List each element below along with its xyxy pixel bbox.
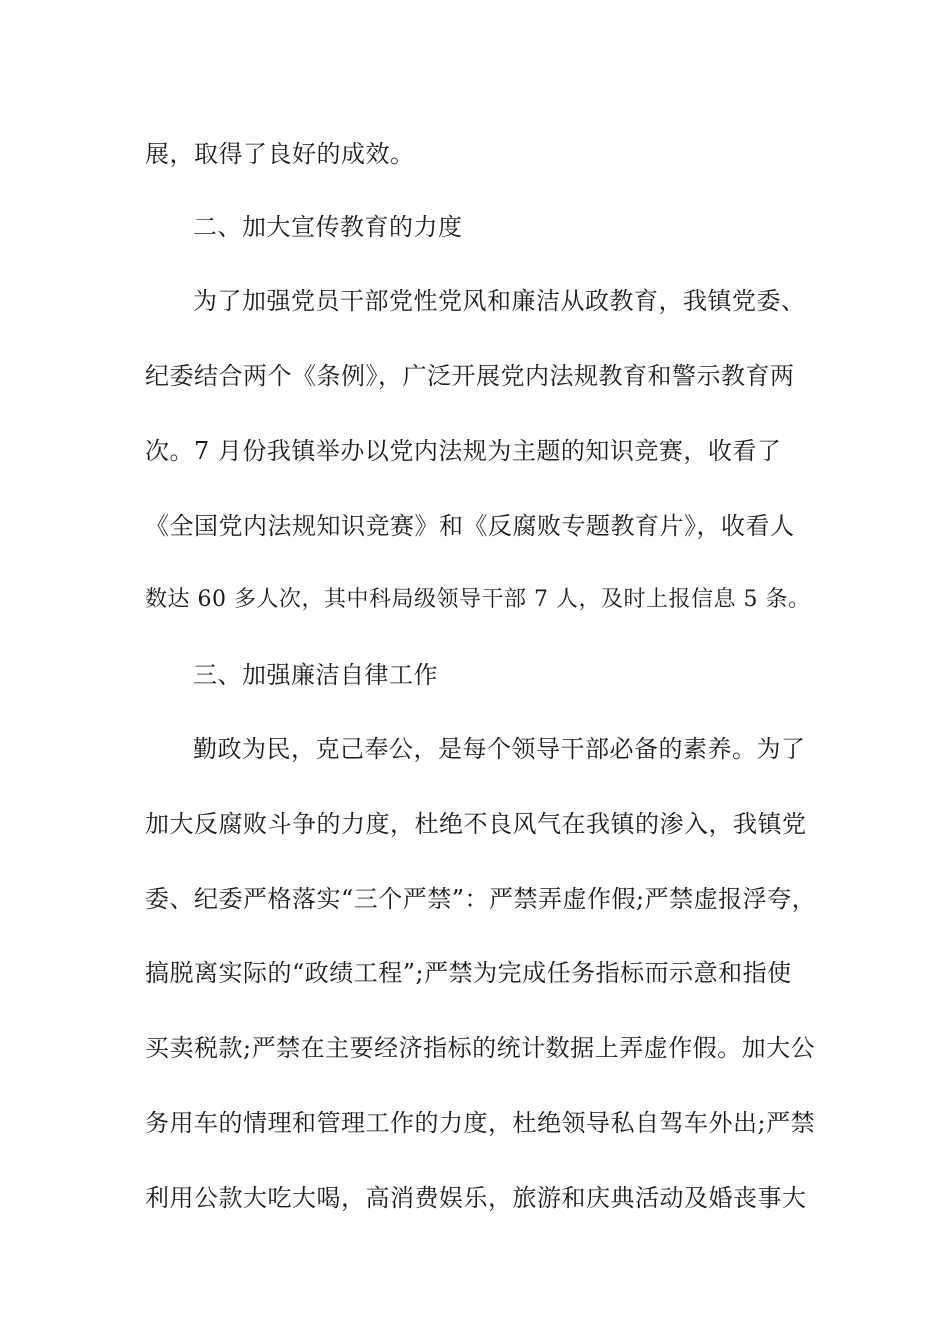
paragraph-line: 加大反腐败斗争的力度，杜绝不良风气在我镇的渗入，我镇党 <box>145 810 807 838</box>
paragraph-line: 纪委结合两个《条例》，广泛开展党内法规教育和警示教育两 <box>145 362 795 390</box>
paragraph-line: 勤政为民，克己奉公，是每个领导干部必备的素养。为了 <box>193 735 806 763</box>
section-heading: 二、加大宣传教育的力度 <box>193 213 463 241</box>
paragraph-line: 利用公款大吃大喝，高消费娱乐，旅游和庆典活动及婚丧事大 <box>145 1184 807 1212</box>
paragraph-line: 委、纪委严格落实“三个严禁”：严禁弄虚作假;严禁虚报浮夸， <box>145 885 817 913</box>
paragraph-line: 务用车的情理和管理工作的力度，杜绝领导私自驾车外出;严禁 <box>145 1109 816 1137</box>
paragraph-line: 买卖税款;严禁在主要经济指标的统计数据上弄虚作假。加大公 <box>145 1034 816 1062</box>
paragraph-line: 为了加强党员干部党性党风和廉洁从政教育，我镇党委、 <box>193 287 806 315</box>
paragraph-line: 《全国党内法规知识竞赛》和《反腐败专题教育片》，收看人 <box>145 512 795 540</box>
paragraph-line: 展，取得了良好的成效。 <box>145 140 415 168</box>
paragraph-line: 搞脱离实际的“政绩工程”;严禁为完成任务指标而示意和指使 <box>145 959 792 987</box>
paragraph-line: 数达 60 多人次，其中科局级领导干部 7 人，及时上报信息 5 条。 <box>145 587 811 612</box>
section-heading: 三、加强廉洁自律工作 <box>193 661 438 689</box>
paragraph-line: 次。7 月份我镇举办以党内法规为主题的知识竞赛，收看了 <box>145 437 782 465</box>
